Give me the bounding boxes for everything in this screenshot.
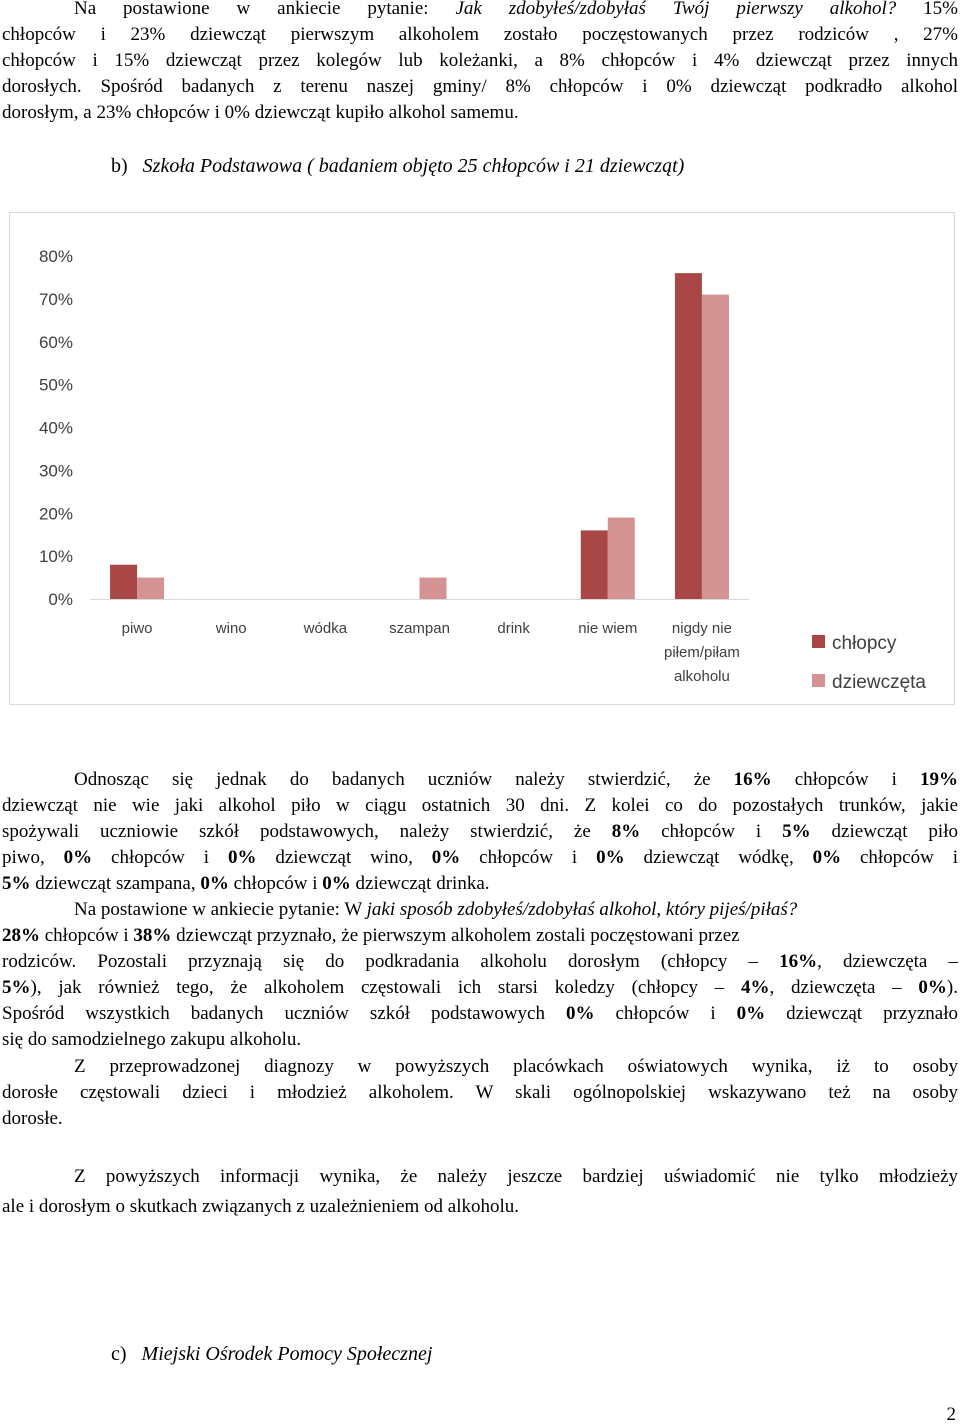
text: dziewcząt wódkę, [624, 847, 813, 868]
x-tick-label: wino [215, 620, 247, 637]
value: 4% [741, 977, 770, 998]
text: dziewcząt nie wie jaki alkohol piło w ciągu ostatnich 30 dni. Z kolei co do pozostałych trunków, jakie [2, 795, 958, 816]
value: 8% [611, 821, 641, 842]
text: ). [946, 977, 958, 998]
results-line-5 [2, 871, 958, 897]
bar-dziewczeta [702, 295, 729, 599]
y-tick-label: 20% [38, 504, 73, 524]
results-line-4 [2, 845, 958, 871]
intro-question: Jak zdobyłeś/zdobyłaś Twój pierwszy alkohol? [455, 0, 897, 19]
source-line-4 [2, 975, 958, 1001]
value: 0% [227, 847, 257, 868]
source-line-2 [2, 923, 958, 949]
x-tick-label: nie wiem [578, 620, 638, 637]
text: spożywali uczniowie szkół podstawowych, należy stwierdzić, że [2, 821, 612, 842]
value: 0% [200, 873, 229, 894]
x-tick-label: szampan [389, 620, 450, 637]
text: Na postawione w ankiecie pytanie: W [74, 899, 367, 920]
intro-line-4: dorosłych. Spośród badanych z terenu naszej gminy/ 8% chłopców i 0% dziewcząt podkradło alkohol [2, 76, 958, 97]
text: Spośród wszystkich badanych uczniów szkół podstawowych [2, 1003, 566, 1024]
intro-line-3: chłopców i 15% dziewcząt przez kolegów lub koleżanki, a 8% chłopców i 4% dziewcząt przez innych [2, 50, 958, 71]
value: 5% [782, 821, 811, 842]
section-b-marker: b) [111, 155, 128, 177]
intro-line-1 [2, 0, 958, 22]
value: 0% [63, 847, 93, 868]
legend-label: dziewczęta [832, 672, 926, 693]
diagnosis-line-3: dorosłe. [2, 1108, 63, 1129]
y-tick-label: 70% [38, 289, 73, 309]
bar-chlopcy [110, 565, 137, 599]
section-b-caption [111, 152, 684, 180]
y-tick-label: 10% [38, 547, 73, 567]
intro-line-5: dorosłym, a 23% chłopców i 0% dziewcząt kupiło alkohol samemu. [2, 102, 519, 123]
x-tick-label: drink [497, 620, 530, 637]
intro-text: 15% [896, 0, 958, 19]
value: 19% [920, 769, 958, 790]
value: 0% [736, 1003, 766, 1024]
value: 5% [2, 873, 31, 894]
text: dziewcząt wino, [256, 847, 432, 868]
conclusion-line-2: ale i dorosłym o skutkach związanych z uzależnieniem od alkoholu. [2, 1196, 520, 1217]
x-tick-label: piłem/piłam [663, 644, 740, 661]
bar-chlopcy [581, 530, 608, 599]
value: 28% [2, 925, 40, 946]
results-line-3 [2, 819, 958, 845]
text: chłopców i [40, 925, 134, 946]
x-tick-label: piwo [121, 620, 153, 637]
source-line-6 [2, 1027, 958, 1053]
source-line-5 [2, 1001, 958, 1027]
value: 0% [322, 873, 351, 894]
text: się do samodzielnego zakupu alkoholu. [2, 1029, 302, 1050]
results-paragraph [2, 767, 958, 897]
text: chłopców i [228, 873, 323, 894]
text: Odnosząc się jednak do badanych uczniów należy stwierdzić, że [74, 769, 734, 790]
source-line-3 [2, 949, 958, 975]
x-tick-label: alkoholu [673, 668, 730, 685]
text: dziewcząt szampana, [30, 873, 201, 894]
page-number: 2 [946, 1404, 956, 1425]
text: chłopców i [92, 847, 228, 868]
source-question: jaki sposób zdobyłeś/zdobyłaś alkohol, który pijeś/piłaś? [366, 899, 798, 920]
diagnosis-line-2: dorosłe częstowali dzieci i młodzież alkoholem. W skali ogólnopolskiej wskazywano też na osoby [2, 1082, 958, 1103]
legend-swatch-dziewczeta [812, 674, 825, 687]
y-tick-label: 50% [38, 375, 73, 395]
value: 38% [133, 925, 172, 946]
legend-label: chłopcy [832, 633, 897, 654]
bar-chlopcy [675, 273, 702, 599]
y-tick-label: 80% [38, 247, 73, 266]
text: , dziewczęta – [817, 951, 958, 972]
results-line-1 [2, 767, 958, 793]
text: dziewcząt drinka. [350, 873, 490, 894]
y-tick-label: 60% [38, 332, 73, 352]
text: rodziców. Pozostali przyznają się do podkradania alkoholu dorosłym (chłopcy – [2, 951, 780, 972]
section-c-title: Miejski Ośrodek Pomocy Społecznej [141, 1343, 433, 1365]
value: 16% [779, 951, 818, 972]
text: chłopców i [771, 769, 920, 790]
value: 16% [733, 769, 772, 790]
intro-text: Na postawione w ankiecie pytanie: [74, 0, 456, 19]
section-c-caption [111, 1340, 432, 1368]
bar-dziewczeta [608, 518, 635, 599]
source-line-1 [2, 897, 958, 923]
y-tick-label: 0% [48, 590, 73, 609]
text: , dziewczęta – [769, 977, 919, 998]
bar-chart [10, 213, 954, 704]
intro-line-2: chłopców i 23% dziewcząt pierwszym alkoholem zostało poczęstowanych przez rodziców , 27% [2, 24, 958, 45]
section-c-marker: c) [111, 1343, 127, 1365]
x-tick-label: wódka [303, 620, 348, 637]
diagnosis-paragraph [2, 1054, 958, 1132]
y-tick-label: 40% [38, 418, 73, 438]
section-b-title: Szkoła Podstawowa ( badaniem objęto 25 chłopców i 21 dziewcząt) [142, 155, 685, 177]
chart-frame [9, 212, 955, 705]
results-line-2 [2, 793, 958, 819]
bar-dziewczeta [137, 578, 164, 599]
text: chłopców i [594, 1003, 737, 1024]
value: 0% [596, 847, 625, 868]
text: dziewcząt przyznało [765, 1003, 958, 1024]
x-tick-label: nigdy nie [671, 620, 732, 637]
text: chłopców i [640, 821, 783, 842]
bar-dziewczeta [420, 578, 447, 599]
text: dziewcząt piło [810, 821, 958, 842]
text: piwo, [2, 847, 64, 868]
text: chłopców i [460, 847, 597, 868]
intro-paragraph [2, 0, 958, 126]
value: 0% [431, 847, 461, 868]
value: 0% [812, 847, 842, 868]
y-tick-label: 30% [38, 461, 73, 481]
value: 0% [565, 1003, 595, 1024]
conclusion-paragraph [2, 1162, 958, 1222]
value: 5% [2, 977, 31, 998]
diagnosis-line-1: Z przeprowadzonej diagnozy w powyższych placówkach oświatowych wynika, iż to osoby [74, 1056, 958, 1077]
conclusion-line-1: Z powyższych informacji wynika, że należy jeszcze bardziej uświadomić nie tylko młodzieży [74, 1166, 958, 1187]
text: dziewcząt przyznało, że pierwszym alkoholem zostali poczęstowani przez [171, 925, 740, 946]
source-paragraph [2, 897, 958, 1053]
value: 0% [918, 977, 947, 998]
legend-swatch-chlopcy [812, 635, 825, 648]
text: chłopców i [841, 847, 958, 868]
text: ), jak również tego, że alkoholem częstowali ich starsi koledzy (chłopcy – [30, 977, 742, 998]
